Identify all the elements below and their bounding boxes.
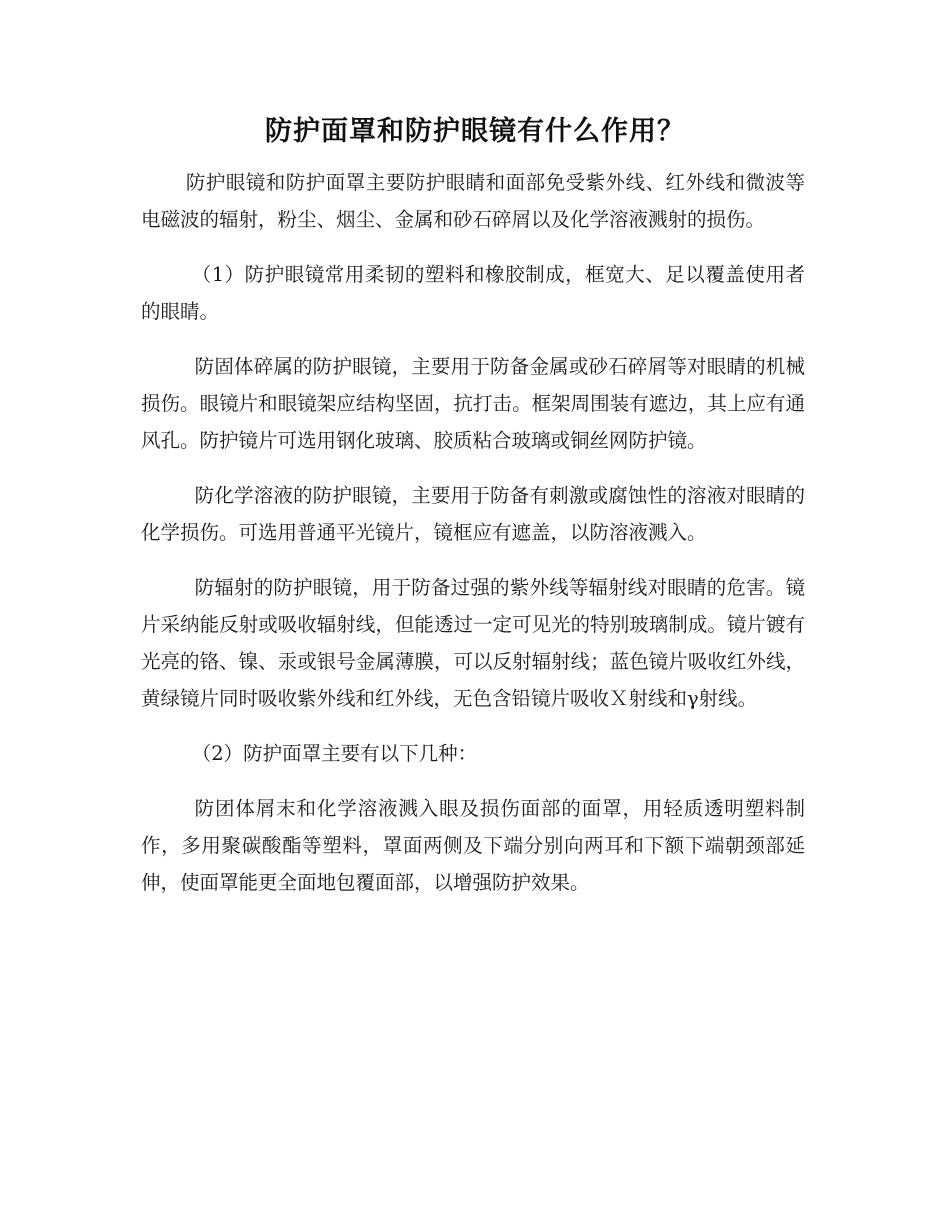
page-title: 防护面罩和防护眼镜有什么作用？ — [265, 116, 685, 147]
paragraph-solid-debris-goggles: 防固体碎属的防护眼镜，主要用于防备金属或砂石碎屑等对眼睛的机械损伤。眼镜片和眼镜架应结构坚固，抗打击。框架周围装有遮边，其上应有通风孔。防护镜片可选用钢化玻璃、胶质粘合玻璃或铜丝网防护镜。 — [141, 355, 805, 452]
document-body — [141, 164, 805, 919]
paragraph-section-1-heading: （1）防护眼镜常用柔韧的塑料和橡胶制成，框宽大、足以覆盖使用者的眼睛。 — [141, 263, 805, 323]
paragraph-intro: 防护眼镜和防护面罩主要防护眼睛和面部免受紫外线、红外线和微波等电磁波的辐射，粉尘、烟尘、金属和砂石碎屑以及化学溶液溅射的损伤。 — [141, 171, 805, 231]
paragraph-face-shield: 防团体屑末和化学溶液溅入眼及损伤面部的面罩，用轻质透明塑料制作，多用聚碳酸酯等塑料，罩面两侧及下端分别向两耳和下额下端朝颈部延伸，使面罩能更全面地包覆面部，以增强防护效果。 — [141, 797, 805, 894]
paragraph-section-2-heading: （2）防护面罩主要有以下几种： — [191, 742, 478, 765]
paragraph-chemical-goggles: 防化学溶液的防护眼镜，主要用于防备有刺激或腐蚀性的溶液对眼睛的化学损伤。可选用普通平光镜片，镜框应有遮盖，以防溶液溅入。 — [141, 484, 805, 544]
paragraph-radiation-goggles: 防辐射的防护眼镜，用于防备过强的紫外线等辐射线对眼睛的危害。镜片采纳能反射或吸收辐射线，但能透过一定可见光的特别玻璃制成。镜片镀有光亮的铬、镍、汞或银号金属薄膜，可以反射辐射线；蓝色镜片吸收红外线，黄绿镜片同时吸收紫外线和红外线，无色含铅镜片吸收Ｘ射线和γ射线。 — [141, 576, 805, 710]
